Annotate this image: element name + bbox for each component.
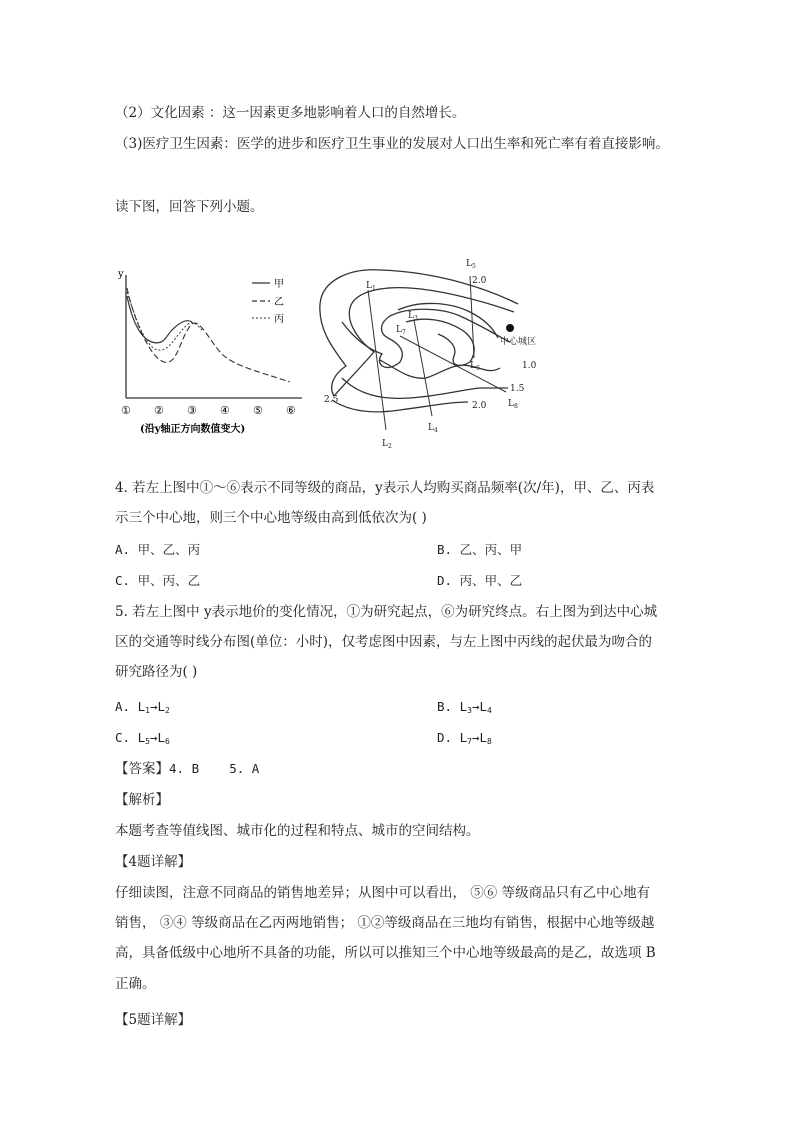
q4-stem-line-2: 示三个中心地，则三个中心地等级由高到低依次为( ) (115, 510, 427, 526)
y-axis-label: y (118, 269, 124, 280)
label-L3: $L_3$ (408, 311, 418, 322)
right-map (320, 270, 518, 430)
x-tick-3: ③ (187, 404, 197, 417)
contour-label-2-0-top: 2.0 (472, 276, 487, 286)
q4-option-a[interactable]: A. 甲、乙、丙 (115, 542, 201, 557)
q5-option-b[interactable]: B. $L_3\to L_4$ (437, 699, 492, 715)
legend-bing: 丙 (274, 314, 284, 325)
center-label: 中心城区 (500, 337, 537, 347)
q4-stem-line-1: 4. 若左上图中①～⑥表示不同等级的商品，y表示人均购买商品频率(次/年)，甲、乙、丙表 (115, 480, 655, 496)
q4-option-b[interactable]: B. 乙、丙、甲 (437, 542, 523, 557)
label-L8: $L_8$ (508, 399, 518, 410)
label-L7: $L_7$ (396, 325, 406, 336)
line-L3-L4 (414, 320, 432, 416)
detail5-label: 【5题详解】 (115, 1012, 192, 1028)
intro-paragraph-2: （2）文化因素 ：这一因素更多地影响着人口的自然增长。 (115, 105, 466, 121)
detail4-line-3: 高，具备低级中心地所不具备的功能，所以可以推知三个中心地等级最高的是乙，故选项 B (115, 945, 656, 961)
detail4-line-2: 销售， ③④ 等级商品在乙丙两地销售； ①②等级商品在三地均有销售，根据中心地等级越 (115, 915, 655, 931)
answer-label: 【答案】 (115, 761, 169, 777)
right-map-labels (324, 259, 537, 450)
detail4-line-4: 正确。 (115, 976, 156, 992)
answer-row (115, 759, 259, 779)
contour-label-2-0-bottom: 2.0 (472, 401, 487, 411)
contour-inner-3 (406, 319, 474, 365)
center-dot (506, 324, 514, 332)
left-chart (117, 269, 302, 435)
x-tick-1: ① (121, 404, 131, 417)
contour-label-1-0: 1.0 (522, 361, 537, 371)
contour-2-0 (332, 400, 468, 412)
q5-option-a[interactable]: A. $L_1\to L_2$ (115, 699, 170, 715)
q5-stem-line-2: 区的交通等时线分布图(单位：小时)，仅考虑图中因素，与左上图中丙线的起伏最为吻合的 (115, 634, 653, 650)
x-tick-2: ② (154, 404, 164, 417)
intro-paragraph-3: （3)医疗卫生因素：医学的进步和医疗卫生事业的发展对人口出生率和死亡率有着直接影响。 (115, 136, 669, 152)
x-tick-5: ⑤ (253, 404, 263, 417)
legend-yi: 乙 (274, 297, 284, 308)
contour-1-0 (380, 360, 500, 378)
answer-text: 4. B 5. A (169, 761, 260, 776)
q5-option-d[interactable]: D. $L_7\to L_8$ (437, 730, 492, 746)
figure-prompt: 读下图，回答下列小题。 (115, 199, 264, 215)
contour-outer (320, 270, 518, 396)
series-yi-line (127, 288, 290, 382)
q5-stem-line-1: 5. 若左上图中 y表示地价的变化情况，①为研究起点，⑥为研究终点。右上图为到达中心城 (115, 604, 658, 620)
analysis-label: 【解析】 (115, 792, 169, 808)
q5-stem-line-3: 研究路径为( ) (115, 664, 198, 680)
label-L4: $L_4$ (428, 423, 438, 434)
detail4-line-1: 仔细读图，注意不同商品的销售地差异；从图中可以看出， ⑤⑥ 等级商品只有乙中心地有 (115, 885, 651, 901)
contour-label-2-5: 2.5 (324, 395, 339, 405)
q4-option-c[interactable]: C. 甲、丙、乙 (115, 573, 201, 588)
q5-option-c[interactable]: C. $L_5\to L_6$ (115, 730, 170, 746)
legend-jia: 甲 (274, 279, 284, 290)
label-L2: $L_2$ (382, 439, 392, 450)
line-L5-L6 (470, 276, 474, 358)
contour-label-1-5: 1.5 (510, 384, 525, 394)
label-L5: $L_5$ (466, 259, 476, 270)
label-L6: $L_6$ (470, 361, 480, 372)
analysis-text: 本题考查等值线图、城市化的过程和特点、城市的空间结构。 (115, 823, 480, 839)
detail4-label: 【4题详解】 (115, 854, 192, 870)
q4-option-d[interactable]: D. 丙、甲、乙 (437, 573, 523, 588)
figure (110, 250, 540, 460)
x-tick-6: ⑥ (286, 404, 296, 417)
x-tick-4: ④ (220, 404, 230, 417)
x-axis-caption: (沿y轴正方向数值变大) (140, 424, 246, 435)
label-L1: $L_1$ (366, 281, 376, 292)
line-L1-L2 (368, 290, 386, 430)
